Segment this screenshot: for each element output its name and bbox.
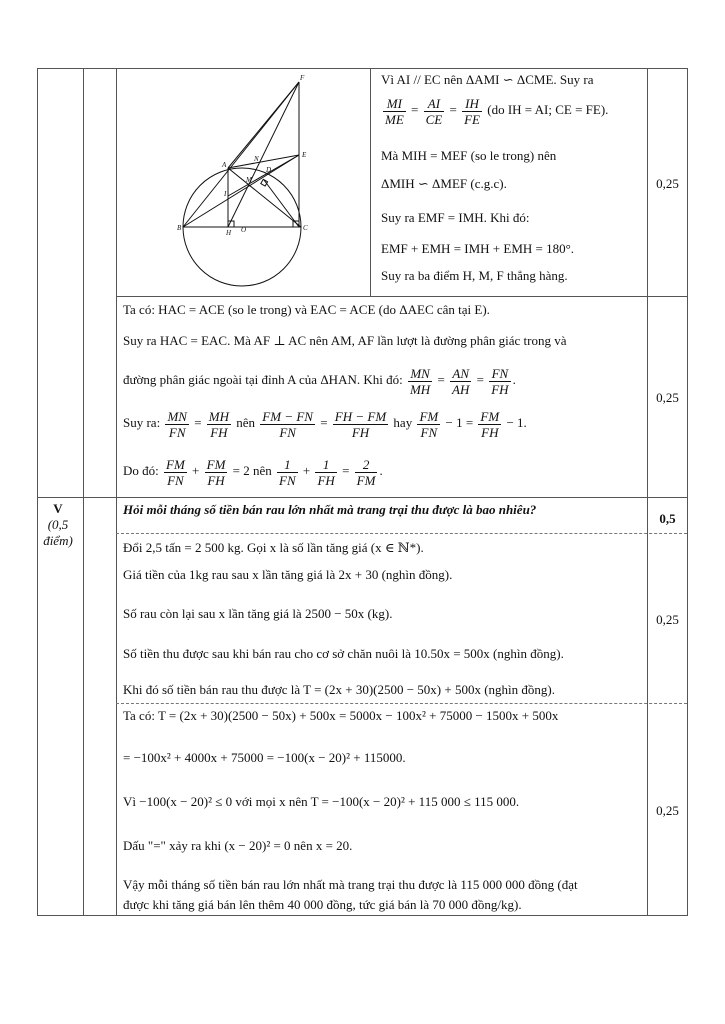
label-C: C <box>303 224 308 232</box>
label-A: A <box>222 161 227 169</box>
section-number: V <box>53 501 63 516</box>
label-E: E <box>302 151 307 159</box>
p5-b3: Vì −100(x − 20)² ≤ 0 với mọi x nên T = −100(x − 20)² + 115 000 ≤ 115 000. <box>123 794 520 809</box>
p5-b5: Vậy mỗi tháng số tiền bán rau lớn nhất mà trang trại thu được là 115 000 000 đồng (đạt <box>123 877 578 892</box>
p4-line4: ΔMIH ∽ ΔMEF (c.g.c). <box>381 176 507 191</box>
score-cell: 0,5 <box>659 511 676 526</box>
label-B: B <box>177 224 182 232</box>
label-F: F <box>300 74 305 82</box>
p4-line7: Suy ra ba điểm H, M, F thẳng hàng. <box>381 268 568 283</box>
label-D: D <box>266 166 272 174</box>
p5-b1: Ta có: T = (2x + 30)(2500 − 50x) + 500x = 5000x − 100x² + 75000 − 1500x + 500x <box>123 708 559 723</box>
section-points: (0,5 <box>47 517 69 532</box>
p5-a4: Số tiền thu được sau khi bán rau cho cơ sở chăn nuôi là 10.50x = 500x (nghìn đồng). <box>123 646 564 661</box>
p5-b4: Dấu "=" xảy ra khi (x − 20)² = 0 nên x = 20. <box>123 838 353 853</box>
label-O: O <box>241 226 247 234</box>
col-divider <box>647 69 648 915</box>
p5-b2: = −100x² + 4000x + 75000 = −100(x − 20)² + 115000. <box>123 750 406 765</box>
label-M: M <box>246 176 252 184</box>
dashed-divider <box>116 703 687 704</box>
score-cell: 0,25 <box>656 390 679 405</box>
p5-a2: Giá tiền của 1kg rau sau x lần tăng giá là 2x + 30 (nghìn đồng). <box>123 567 453 582</box>
section-divider <box>38 497 687 498</box>
dashed-divider <box>116 533 687 534</box>
p4-line1: Vì AI // EC nên ΔAMI ∽ ΔCME. Suy ra <box>381 72 594 87</box>
p5-a1: Đổi 2,5 tấn = 2 500 kg. Gọi x là số lần tăng giá (x ∈ ℕ*). <box>123 540 424 555</box>
p4-line6: EMF + EMH = IMH + EMH = 180°. <box>381 241 575 256</box>
col-divider <box>83 69 84 915</box>
col-divider <box>116 69 117 915</box>
p4-s1: Ta có: HAC = ACE (so le trong) và EAC = ACE (do ΔAEC cân tại E). <box>123 302 490 317</box>
p4-s3: đường phân giác ngoài tại đỉnh A của ΔHAN. Khi đó: $\frac{MN}{MH}$ = $\frac{AN}{AH}$ = $\frac{FN}{FH}$ . <box>123 365 516 397</box>
geometry-figure <box>170 72 330 287</box>
p4-line3: Mà MIH = MEF (so le trong) nên <box>381 148 557 163</box>
score-cell: 0,25 <box>656 803 679 818</box>
label-N: N <box>254 155 259 163</box>
answer-table <box>37 68 688 916</box>
question-text: Hỏi mỗi tháng số tiền bán rau lớn nhất mà trang trại thu được là bao nhiêu? <box>123 502 537 517</box>
p5-a3: Số rau còn lại sau x lần tăng giá là 2500 − 50x (kg). <box>123 606 393 621</box>
section-points-unit: điểm) <box>43 533 73 548</box>
p5-b6: được khi tăng giá bán lên thêm 40 000 đồng, tức giá bán là 70 000 đồng/kg). <box>123 897 522 912</box>
figure-divider <box>370 69 371 296</box>
label-I: I <box>224 190 227 198</box>
score-cell: 0,25 <box>656 176 679 191</box>
p4-ratio-line: $\frac{MI}{ME}$ = $\frac{AI}{CE}$ = $\frac{IH}{FE}$ (do IH = AI; CE = FE). <box>385 95 609 127</box>
p4-s2: Suy ra HAC = EAC. Mà AF ⊥ AC nên AM, AF lần lượt là đường phân giác trong và <box>123 333 567 348</box>
p4-line5: Suy ra EMF = IMH. Khi đó: <box>381 210 530 225</box>
p4-s5: Do đó: $\frac{FM}{FN}$ + $\frac{FM}{FH}$ = 2 nên $\frac{1}{FN}$ + $\frac{1}{FH}$ = $\frac{2}{FM}$ . <box>123 456 383 488</box>
label-H: H <box>226 229 232 237</box>
p5-a5: Khi đó số tiền bán rau thu được là T = (2x + 30)(2500 − 50x) + 500x (nghìn đồng). <box>123 682 555 697</box>
score-cell: 0,25 <box>656 612 679 627</box>
p4-s4: Suy ra: $\frac{MN}{FN}$ = $\frac{MH}{FH}$ nên $\frac{FM - FN}{FN}$ = $\frac{FH - FM}{FH}$ hay $\frac{FM}{FN}$ − 1 = $\frac{FM}{FH}$ − 1. <box>123 408 527 440</box>
row-divider <box>116 296 687 297</box>
